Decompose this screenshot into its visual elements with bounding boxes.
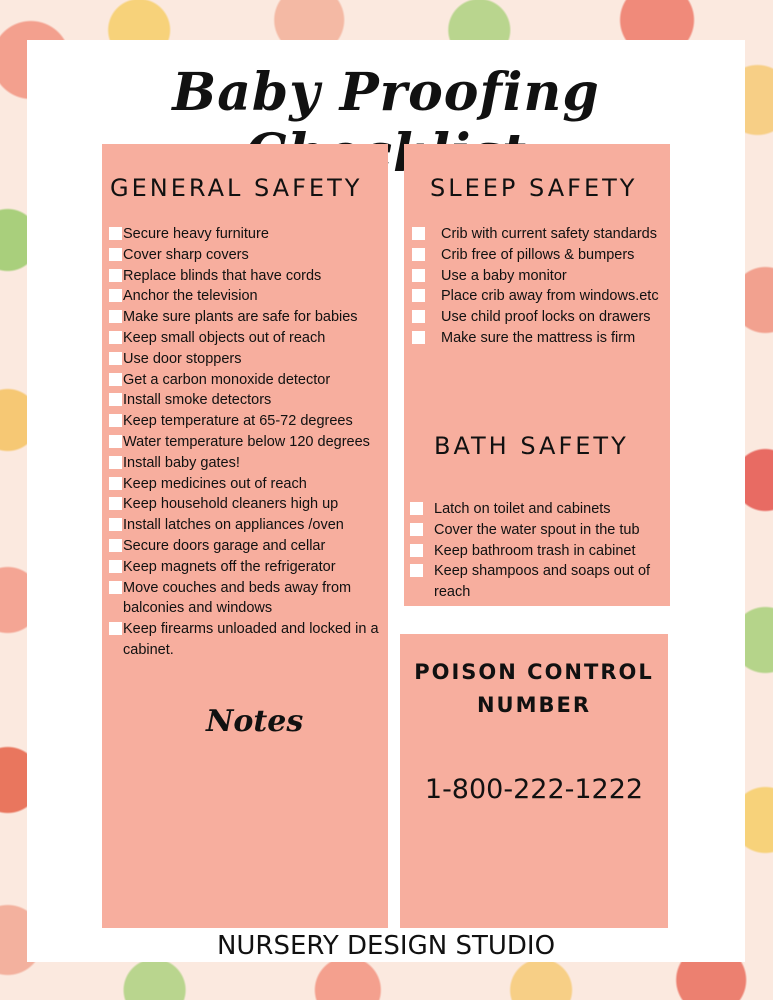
checklist-item	[412, 328, 670, 349]
checkbox[interactable]	[109, 289, 122, 302]
checklist-item-label: Use a baby monitor	[441, 267, 567, 284]
checklist-item-label: Get a carbon monoxide detector	[123, 371, 331, 388]
poison-control-title	[400, 656, 668, 722]
footer-brand: NURSERY DESIGN STUDIO	[216, 931, 556, 961]
checkbox[interactable]	[109, 310, 122, 323]
checklist-item	[106, 245, 388, 266]
checklist-page	[27, 40, 745, 962]
checklist-item	[106, 453, 388, 474]
checklist-item-label: Crib free of pillows & bumpers	[441, 246, 635, 263]
checklist-item-label: Latch on toilet and cabinets	[434, 501, 611, 517]
checkbox[interactable]	[109, 248, 122, 261]
sleep-safety-list	[412, 224, 670, 349]
checklist-item-label: Anchor the television	[123, 288, 258, 305]
checkbox[interactable]	[410, 564, 423, 577]
checklist-item	[412, 266, 670, 287]
checkbox[interactable]	[109, 435, 122, 448]
poison-control-title-line1: POISON CONTROL	[414, 660, 654, 684]
poison-control-panel	[400, 634, 668, 928]
checklist-item	[412, 245, 670, 266]
checkbox[interactable]	[109, 477, 122, 490]
checklist-item-label: Water temperature below 120 degrees	[123, 433, 370, 450]
checklist-item	[106, 307, 388, 328]
checklist-item-label: Make sure plants are safe for babies	[123, 309, 358, 326]
checklist-item	[106, 224, 388, 245]
checkbox[interactable]	[410, 502, 423, 515]
general-safety-panel	[102, 144, 388, 928]
general-safety-list	[106, 224, 388, 661]
checklist-item-label: Keep bathroom trash in cabinet	[434, 542, 636, 559]
checkbox[interactable]	[109, 352, 122, 365]
sleep-safety-heading: SLEEP SAFETY	[430, 174, 638, 202]
checklist-item-label: Install latches on appliances /oven	[123, 517, 344, 534]
bath-safety-heading: BATH SAFETY	[434, 432, 629, 460]
checklist-item-label: Secure heavy furniture	[123, 226, 269, 242]
checkbox[interactable]	[109, 560, 122, 573]
checklist-item-label: Secure doors garage and cellar	[123, 537, 326, 554]
checkbox[interactable]	[412, 248, 425, 261]
checklist-item	[410, 541, 668, 562]
checklist-item-label: Install baby gates!	[123, 454, 240, 471]
checkbox[interactable]	[109, 518, 122, 531]
checklist-item-label: Move couches and beds away from balconies and windows	[123, 579, 352, 617]
checklist-item	[106, 411, 388, 432]
checkbox[interactable]	[109, 539, 122, 552]
checklist-item-label: Use door stoppers	[123, 350, 242, 367]
checklist-item	[106, 286, 388, 307]
checklist-item	[106, 328, 388, 349]
checklist-item	[106, 266, 388, 287]
checklist-item-label: Install smoke detectors	[123, 392, 272, 409]
checkbox[interactable]	[410, 544, 423, 557]
checklist-item	[410, 520, 668, 541]
checklist-item	[106, 619, 388, 661]
bath-safety-list	[410, 499, 668, 603]
checklist-item-label: Cover sharp covers	[123, 246, 249, 263]
checklist-item-label: Keep shampoos and soaps out of reach	[434, 563, 651, 601]
checkbox[interactable]	[109, 373, 122, 386]
checklist-item	[106, 432, 388, 453]
checklist-item	[412, 224, 670, 245]
notes-label: Notes	[206, 704, 304, 739]
checklist-item-label: Keep small objects out of reach	[123, 329, 326, 346]
checkbox[interactable]	[412, 310, 425, 323]
checklist-item	[106, 578, 388, 620]
checkbox[interactable]	[412, 269, 425, 282]
checkbox[interactable]	[109, 393, 122, 406]
checklist-item	[106, 536, 388, 557]
checklist-item-label: Keep firearms unloaded and locked in a cabinet.	[123, 621, 379, 658]
checklist-item	[410, 561, 668, 603]
checklist-item-label: Keep household cleaners high up	[123, 496, 339, 513]
checklist-item-label: Replace blinds that have cords	[123, 267, 322, 284]
checkbox[interactable]	[109, 497, 122, 510]
checkbox[interactable]	[109, 581, 122, 594]
checklist-item	[410, 499, 668, 520]
checklist-item-label: Make sure the mattress is firm	[441, 329, 636, 346]
checklist-item-label: Place crib away from windows.etc	[441, 288, 659, 305]
checklist-item-label: Keep medicines out of reach	[123, 475, 307, 492]
checklist-item	[106, 494, 388, 515]
checklist-item	[412, 307, 670, 328]
poison-control-title-line2: NUMBER	[476, 693, 592, 717]
checklist-item	[106, 349, 388, 370]
sleep-bath-panel	[404, 144, 670, 606]
checklist-item	[412, 286, 670, 307]
poison-control-phone: 1-800-222-1222	[424, 774, 644, 805]
checkbox[interactable]	[109, 331, 122, 344]
page-title: Baby Proofing	[172, 62, 600, 123]
checklist-item	[106, 390, 388, 411]
checklist-item-label: Cover the water spout in the tub	[434, 521, 640, 538]
checklist-item-label: Keep magnets off the refrigerator	[123, 558, 336, 575]
checklist-item	[106, 370, 388, 391]
checklist-item	[106, 557, 388, 578]
checklist-item-label: Keep temperature at 65-72 degrees	[123, 413, 353, 430]
checkbox[interactable]	[412, 289, 425, 302]
checkbox[interactable]	[109, 622, 122, 635]
checklist-item	[106, 515, 388, 536]
general-safety-heading: GENERAL SAFETY	[110, 174, 363, 202]
checklist-item	[106, 474, 388, 495]
checkbox[interactable]	[109, 414, 122, 427]
checklist-item-label: Use child proof locks on drawers	[441, 309, 651, 326]
checkbox[interactable]	[412, 227, 425, 240]
checkbox[interactable]	[412, 331, 425, 344]
checkbox[interactable]	[109, 456, 122, 469]
checkbox[interactable]	[109, 269, 122, 282]
checkbox[interactable]	[109, 227, 122, 240]
checkbox[interactable]	[410, 523, 423, 536]
checklist-item-label: Crib with current safety standards	[441, 226, 657, 242]
